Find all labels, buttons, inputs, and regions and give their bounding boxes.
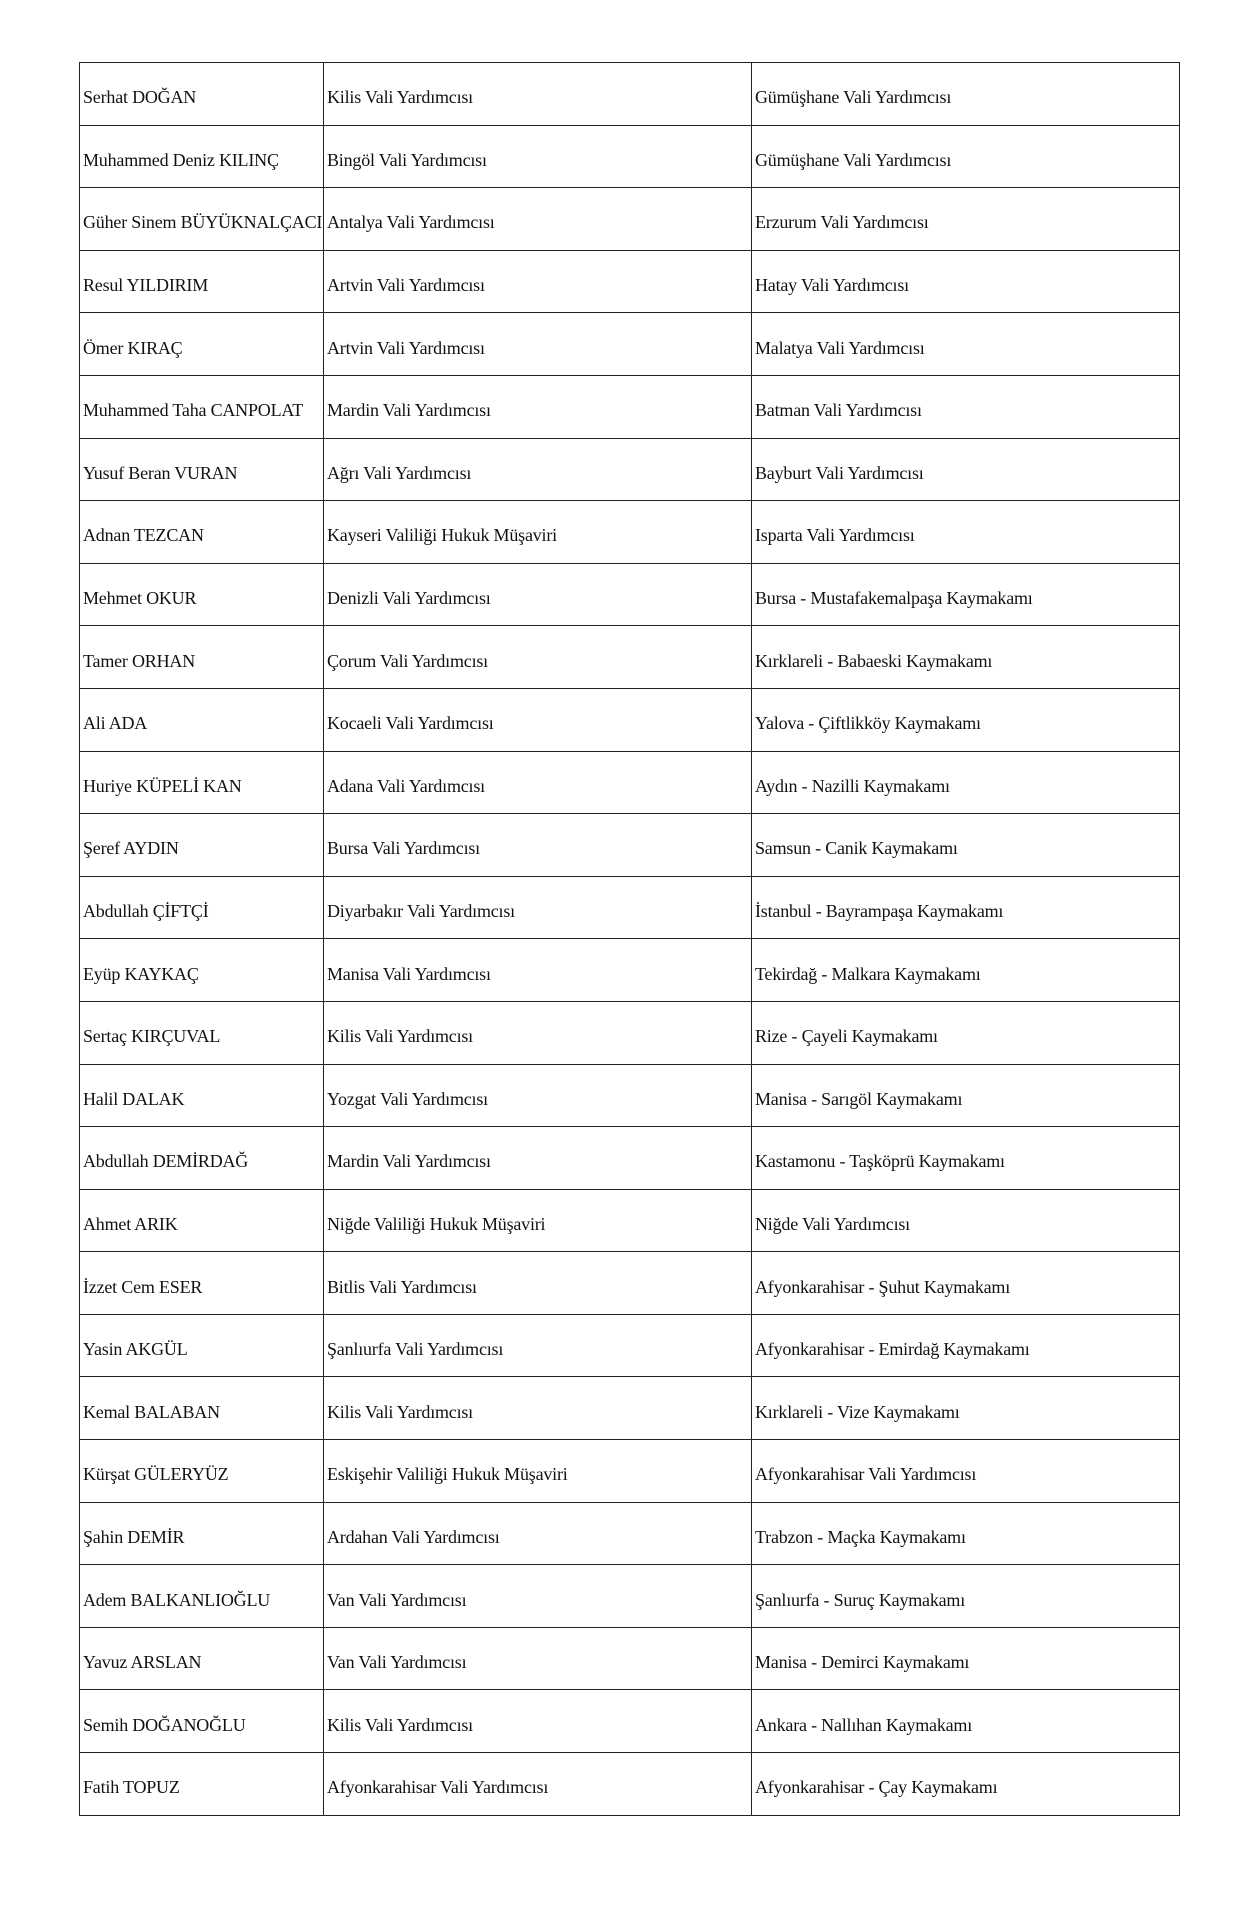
current-post-text: Afyonkarahisar Vali Yardımcısı: [327, 1777, 549, 1798]
new-post-cell: [752, 1440, 1180, 1503]
table-row: [80, 939, 1180, 1002]
current-post-text: Yozgat Vali Yardımcısı: [327, 1088, 488, 1109]
new-post-cell: [752, 1252, 1180, 1315]
current-post-cell: [324, 125, 752, 188]
new-post-text: Kırklareli - Babaeski Kaymakamı: [755, 650, 993, 671]
current-post-cell: [324, 1314, 752, 1377]
person-name-cell: [80, 375, 324, 438]
person-name-cell: [80, 188, 324, 251]
new-post-cell: [752, 313, 1180, 376]
table-row: [80, 438, 1180, 501]
table-row: [80, 688, 1180, 751]
person-name-cell: [80, 1565, 324, 1628]
new-post-cell: [752, 1753, 1180, 1816]
current-post-text: Şanlıurfa Vali Yardımcısı: [327, 1339, 504, 1360]
table-row: [80, 501, 1180, 564]
current-post-cell: [324, 626, 752, 689]
new-post-text: Manisa - Sarıgöl Kaymakamı: [755, 1088, 963, 1109]
current-post-text: Niğde Valiliği Hukuk Müşaviri: [327, 1213, 546, 1234]
person-name-cell: [80, 1377, 324, 1440]
table-row: [80, 1064, 1180, 1127]
new-post-cell: [752, 1189, 1180, 1252]
person-name-text: Serhat DOĞAN: [83, 87, 197, 108]
new-post-text: Yalova - Çiftlikköy Kaymakamı: [755, 713, 981, 734]
person-name-cell: [80, 563, 324, 626]
new-post-cell: [752, 63, 1180, 126]
new-post-text: Niğde Vali Yardımcısı: [755, 1213, 910, 1234]
new-post-text: Şanlıurfa - Suruç Kaymakamı: [755, 1589, 966, 1610]
table-row: [80, 125, 1180, 188]
current-post-cell: [324, 1377, 752, 1440]
current-post-text: Eskişehir Valiliği Hukuk Müşaviri: [327, 1464, 568, 1485]
new-post-cell: [752, 1001, 1180, 1064]
person-name-text: Halil DALAK: [83, 1088, 185, 1109]
person-name-cell: [80, 250, 324, 313]
person-name-cell: [80, 939, 324, 1002]
person-name-text: Huriye KÜPELİ KAN: [83, 775, 242, 796]
table-row: [80, 375, 1180, 438]
new-post-cell: [752, 250, 1180, 313]
new-post-cell: [752, 876, 1180, 939]
new-post-cell: [752, 125, 1180, 188]
table-row: [80, 1690, 1180, 1753]
new-post-text: Erzurum Vali Yardımcısı: [755, 212, 929, 233]
person-name-text: Yasin AKGÜL: [83, 1339, 188, 1360]
current-post-text: Manisa Vali Yardımcısı: [327, 963, 491, 984]
person-name-cell: [80, 125, 324, 188]
current-post-text: Artvin Vali Yardımcısı: [327, 275, 485, 296]
new-post-text: Afyonkarahisar - Çay Kaymakamı: [755, 1777, 998, 1798]
current-post-text: Bursa Vali Yardımcısı: [327, 838, 480, 859]
person-name-text: Şeref AYDIN: [83, 838, 179, 859]
current-post-cell: [324, 1252, 752, 1315]
table-row: [80, 1252, 1180, 1315]
person-name-cell: [80, 688, 324, 751]
person-name-text: Güher Sinem BÜYÜKNALÇACI: [83, 212, 323, 233]
appointments-table: [79, 62, 1180, 1816]
current-post-cell: [324, 1753, 752, 1816]
person-name-cell: [80, 751, 324, 814]
person-name-text: Muhammed Deniz KILINÇ: [83, 149, 279, 170]
person-name-cell: [80, 313, 324, 376]
person-name-text: Semih DOĞANOĞLU: [83, 1714, 246, 1735]
table-row: [80, 1502, 1180, 1565]
person-name-text: Adnan TEZCAN: [83, 525, 204, 546]
person-name-cell: [80, 626, 324, 689]
person-name-cell: [80, 1252, 324, 1315]
current-post-cell: [324, 438, 752, 501]
person-name-text: Ömer KIRAÇ: [83, 337, 183, 358]
person-name-text: Adem BALKANLIOĞLU: [83, 1589, 271, 1610]
current-post-text: Kilis Vali Yardımcısı: [327, 1714, 473, 1735]
new-post-cell: [752, 563, 1180, 626]
person-name-cell: [80, 1753, 324, 1816]
person-name-text: Fatih TOPUZ: [83, 1777, 180, 1798]
table-row: [80, 1440, 1180, 1503]
current-post-cell: [324, 876, 752, 939]
new-post-text: Gümüşhane Vali Yardımcısı: [755, 149, 952, 170]
current-post-cell: [324, 688, 752, 751]
new-post-text: Gümüşhane Vali Yardımcısı: [755, 87, 952, 108]
person-name-text: Yusuf Beran VURAN: [83, 462, 238, 483]
appointments-table-body: [80, 63, 1180, 1816]
new-post-text: Kastamonu - Taşköprü Kaymakamı: [755, 1151, 1005, 1172]
person-name-text: Şahin DEMİR: [83, 1526, 185, 1547]
current-post-text: Denizli Vali Yardımcısı: [327, 588, 491, 609]
person-name-text: Kürşat GÜLERYÜZ: [83, 1464, 229, 1485]
current-post-cell: [324, 188, 752, 251]
new-post-text: Bursa - Mustafakemalpaşa Kaymakamı: [755, 588, 1033, 609]
current-post-text: Mardin Vali Yardımcısı: [327, 400, 491, 421]
person-name-text: Sertaç KIRÇUVAL: [83, 1026, 221, 1047]
new-post-text: Rize - Çayeli Kaymakamı: [755, 1026, 938, 1047]
current-post-text: Adana Vali Yardımcısı: [327, 775, 485, 796]
new-post-cell: [752, 188, 1180, 251]
current-post-text: Ağrı Vali Yardımcısı: [327, 462, 472, 483]
table-row: [80, 1627, 1180, 1690]
current-post-text: Artvin Vali Yardımcısı: [327, 337, 485, 358]
current-post-cell: [324, 814, 752, 877]
person-name-cell: [80, 1001, 324, 1064]
person-name-cell: [80, 1502, 324, 1565]
new-post-text: Bayburt Vali Yardımcısı: [755, 462, 924, 483]
person-name-cell: [80, 1127, 324, 1190]
current-post-text: Kilis Vali Yardımcısı: [327, 1401, 473, 1422]
new-post-cell: [752, 751, 1180, 814]
table-row: [80, 1001, 1180, 1064]
new-post-text: İstanbul - Bayrampaşa Kaymakamı: [755, 901, 1004, 922]
new-post-cell: [752, 1127, 1180, 1190]
new-post-text: Batman Vali Yardımcısı: [755, 400, 922, 421]
new-post-cell: [752, 501, 1180, 564]
current-post-cell: [324, 1001, 752, 1064]
current-post-text: Bitlis Vali Yardımcısı: [327, 1276, 477, 1297]
new-post-cell: [752, 1502, 1180, 1565]
person-name-text: Ahmet ARIK: [83, 1213, 178, 1234]
person-name-text: Muhammed Taha CANPOLAT: [83, 400, 303, 421]
person-name-text: Tamer ORHAN: [83, 650, 196, 671]
person-name-cell: [80, 1690, 324, 1753]
new-post-cell: [752, 1565, 1180, 1628]
current-post-text: Antalya Vali Yardımcısı: [327, 212, 495, 233]
new-post-text: Kırklareli - Vize Kaymakamı: [755, 1401, 960, 1422]
current-post-text: Ardahan Vali Yardımcısı: [327, 1526, 500, 1547]
new-post-cell: [752, 814, 1180, 877]
new-post-cell: [752, 1377, 1180, 1440]
new-post-text: Aydın - Nazilli Kaymakamı: [755, 775, 950, 796]
new-post-text: Afyonkarahisar - Şuhut Kaymakamı: [755, 1276, 1011, 1297]
new-post-text: Malatya Vali Yardımcısı: [755, 337, 925, 358]
current-post-cell: [324, 1627, 752, 1690]
current-post-cell: [324, 751, 752, 814]
table-row: [80, 1565, 1180, 1628]
current-post-text: Van Vali Yardımcısı: [327, 1589, 467, 1610]
person-name-cell: [80, 1440, 324, 1503]
current-post-text: Kocaeli Vali Yardımcısı: [327, 713, 494, 734]
new-post-text: Samsun - Canik Kaymakamı: [755, 838, 958, 859]
current-post-cell: [324, 1064, 752, 1127]
new-post-text: Manisa - Demirci Kaymakamı: [755, 1652, 970, 1673]
new-post-cell: [752, 1690, 1180, 1753]
new-post-text: Isparta Vali Yardımcısı: [755, 525, 915, 546]
table-row: [80, 563, 1180, 626]
person-name-cell: [80, 438, 324, 501]
current-post-cell: [324, 63, 752, 126]
person-name-text: Resul YILDIRIM: [83, 275, 209, 296]
new-post-text: Hatay Vali Yardımcısı: [755, 275, 909, 296]
current-post-cell: [324, 250, 752, 313]
current-post-text: Mardin Vali Yardımcısı: [327, 1151, 491, 1172]
current-post-cell: [324, 375, 752, 438]
person-name-text: Abdullah ÇİFTÇİ: [83, 901, 209, 922]
current-post-cell: [324, 1690, 752, 1753]
new-post-text: Afyonkarahisar - Emirdağ Kaymakamı: [755, 1339, 1030, 1360]
current-post-text: Bingöl Vali Yardımcısı: [327, 149, 487, 170]
table-row: [80, 751, 1180, 814]
person-name-cell: [80, 1064, 324, 1127]
person-name-text: Ali ADA: [83, 713, 148, 734]
person-name-text: Eyüp KAYKAÇ: [83, 963, 199, 984]
person-name-text: Abdullah DEMİRDAĞ: [83, 1151, 249, 1172]
current-post-cell: [324, 501, 752, 564]
current-post-cell: [324, 939, 752, 1002]
person-name-cell: [80, 1314, 324, 1377]
current-post-text: Diyarbakır Vali Yardımcısı: [327, 901, 515, 922]
new-post-cell: [752, 1627, 1180, 1690]
current-post-cell: [324, 1565, 752, 1628]
person-name-text: Mehmet OKUR: [83, 588, 197, 609]
table-row: [80, 1189, 1180, 1252]
current-post-cell: [324, 563, 752, 626]
person-name-cell: [80, 876, 324, 939]
new-post-cell: [752, 438, 1180, 501]
table-row: [80, 63, 1180, 126]
new-post-text: Tekirdağ - Malkara Kaymakamı: [755, 963, 981, 984]
table-row: [80, 188, 1180, 251]
current-post-cell: [324, 1502, 752, 1565]
table-row: [80, 1314, 1180, 1377]
person-name-cell: [80, 1627, 324, 1690]
person-name-text: Kemal BALABAN: [83, 1401, 220, 1422]
current-post-text: Kayseri Valiliği Hukuk Müşaviri: [327, 525, 557, 546]
new-post-cell: [752, 626, 1180, 689]
table-row: [80, 313, 1180, 376]
person-name-text: İzzet Cem ESER: [83, 1276, 203, 1297]
person-name-cell: [80, 1189, 324, 1252]
current-post-text: Çorum Vali Yardımcısı: [327, 650, 488, 671]
table-row: [80, 250, 1180, 313]
table-row: [80, 814, 1180, 877]
person-name-cell: [80, 501, 324, 564]
current-post-cell: [324, 313, 752, 376]
table-row: [80, 626, 1180, 689]
current-post-cell: [324, 1127, 752, 1190]
table-row: [80, 876, 1180, 939]
current-post-text: Van Vali Yardımcısı: [327, 1652, 467, 1673]
current-post-text: Kilis Vali Yardımcısı: [327, 87, 473, 108]
new-post-cell: [752, 1064, 1180, 1127]
current-post-cell: [324, 1189, 752, 1252]
new-post-cell: [752, 375, 1180, 438]
new-post-text: Ankara - Nallıhan Kaymakamı: [755, 1714, 973, 1735]
current-post-text: Kilis Vali Yardımcısı: [327, 1026, 473, 1047]
current-post-cell: [324, 1440, 752, 1503]
new-post-cell: [752, 939, 1180, 1002]
table-row: [80, 1377, 1180, 1440]
table-row: [80, 1127, 1180, 1190]
new-post-text: Afyonkarahisar Vali Yardımcısı: [755, 1464, 977, 1485]
new-post-cell: [752, 1314, 1180, 1377]
table-row: [80, 1753, 1180, 1816]
person-name-cell: [80, 814, 324, 877]
new-post-text: Trabzon - Maçka Kaymakamı: [755, 1526, 966, 1547]
person-name-text: Yavuz ARSLAN: [83, 1652, 202, 1673]
person-name-cell: [80, 63, 324, 126]
new-post-cell: [752, 688, 1180, 751]
